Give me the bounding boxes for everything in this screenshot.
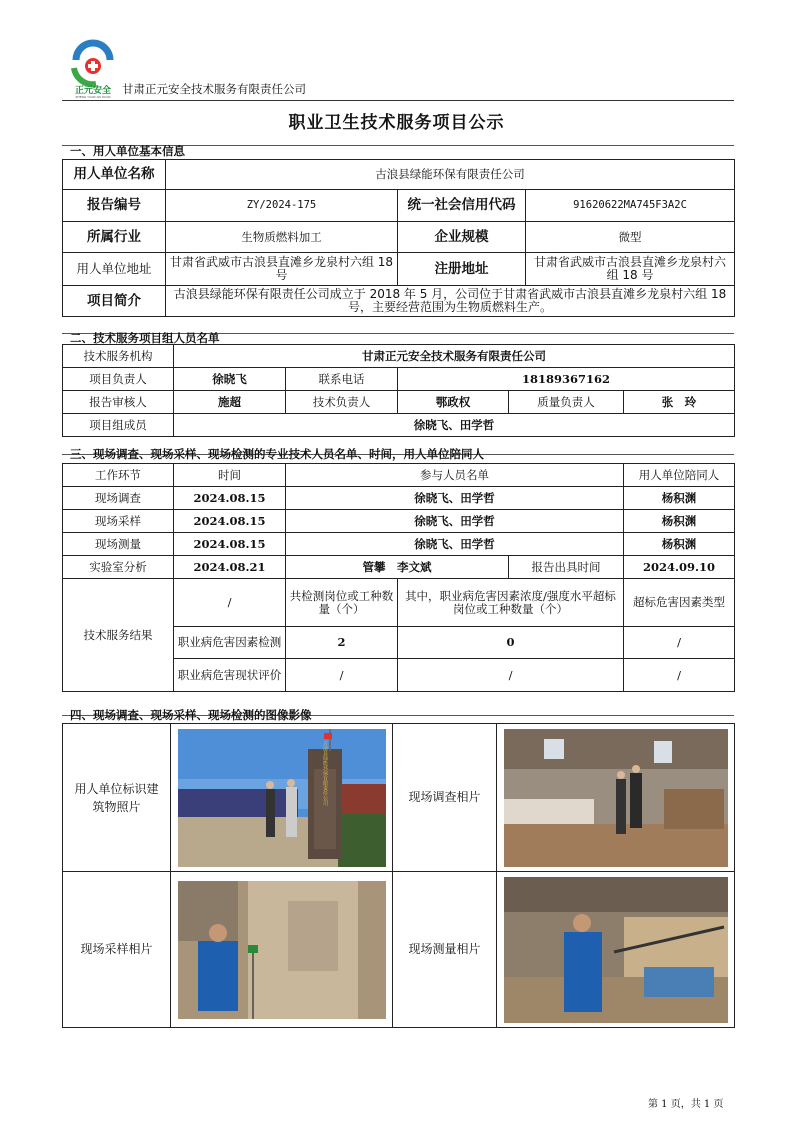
result-col2: 其中，职业病危害因素浓度/强度水平超标岗位或工种数量（个） — [398, 579, 624, 627]
report-date-label: 报告出具时间 — [509, 556, 624, 579]
report-date: 2024.09.10 — [624, 556, 735, 579]
stage: 现场测量 — [63, 533, 174, 556]
tech-lead-label: 技术负责人 — [286, 391, 398, 414]
lab-people: 管攀 李文斌 — [286, 556, 509, 579]
measurement-photo — [504, 877, 728, 1023]
company-logo — [66, 38, 120, 98]
reg-address-label: 注册地址 — [398, 253, 526, 286]
section1-title: 一、用人单位基本信息 — [70, 144, 185, 158]
employer-info-table — [62, 159, 735, 317]
section3-title: 三、现场调查、现场采样、现场检测的专业技术人员名单、时间，用人单位陪同人 — [70, 447, 484, 461]
document-title: 职业卫生技术服务项目公示 — [288, 113, 505, 133]
industry: 生物质燃料加工 — [166, 222, 398, 253]
section4-title: 四、现场调查、现场采样、现场检测的图像影像 — [70, 708, 312, 722]
header-rule — [62, 100, 734, 101]
photo4-label: 现场测量相片 — [393, 872, 497, 1028]
report-no: ZY/2024-175 — [166, 190, 398, 222]
sign-text: 古浪县绿能环保有限责任公司 — [321, 740, 328, 805]
table-row — [63, 510, 735, 533]
col-time-header: 时间 — [174, 464, 286, 487]
logo-text: 正元安全 — [74, 86, 112, 96]
eval-label: 职业病危害现状评价 — [174, 659, 286, 692]
org: 甘肃正元安全技术服务有限责任公司 — [174, 345, 735, 368]
quality-lead-label: 质量负责人 — [509, 391, 624, 414]
employer-name-label: 用人单位名称 — [63, 160, 166, 190]
reg-address: 甘肃省武威市古浪县直滩乡龙泉村六组 18 号 — [526, 253, 735, 286]
stage: 现场调查 — [63, 487, 174, 510]
reviewer-label: 报告审核人 — [63, 391, 174, 414]
people: 徐晓飞、田学哲 — [286, 533, 624, 556]
eval-exceed: / — [398, 659, 624, 692]
people: 徐晓飞、田学哲 — [286, 487, 624, 510]
leader: 徐晓飞 — [174, 368, 286, 391]
org-label: 技术服务机构 — [63, 345, 174, 368]
building-sign-photo — [178, 729, 386, 867]
site-survey-photo — [504, 729, 728, 867]
section2-title: 二、技术服务项目组人员名单 — [70, 331, 220, 345]
members-label: 项目组成员 — [63, 414, 174, 437]
col-people-header: 参与人员名单 — [286, 464, 624, 487]
detect-label: 职业病危害因素检测 — [174, 627, 286, 659]
credit-code-label: 统一社会信用代码 — [398, 190, 526, 222]
stage: 现场采样 — [63, 510, 174, 533]
detect-exceed: 0 — [398, 627, 624, 659]
detect-type: / — [624, 627, 735, 659]
company-header: 甘肃正元安全技术服务有限责任公司 — [122, 82, 306, 96]
intro-label: 项目简介 — [63, 286, 166, 317]
industry-label: 所属行业 — [63, 222, 166, 253]
eval-count: / — [286, 659, 398, 692]
table-row — [63, 556, 735, 579]
lab-stage: 实验室分析 — [63, 556, 174, 579]
address: 甘肃省武威市古浪县直滩乡龙泉村六组 18 号 — [166, 253, 398, 286]
work-schedule-table — [62, 463, 735, 692]
result-col3: 超标危害因素类型 — [624, 579, 735, 627]
companion: 杨积渊 — [624, 487, 735, 510]
time: 2024.08.15 — [174, 533, 286, 556]
scale: 微型 — [526, 222, 735, 253]
phone-label: 联系电话 — [286, 368, 398, 391]
photo-table — [62, 723, 735, 1028]
report-no-label: 报告编号 — [63, 190, 166, 222]
page-number: 第 1 页，共 1 页 — [648, 1099, 724, 1110]
table-row — [63, 533, 735, 556]
scale-label: 企业规模 — [398, 222, 526, 253]
team-table — [62, 344, 735, 437]
lab-time: 2024.08.21 — [174, 556, 286, 579]
members: 徐晓飞、田学哲 — [174, 414, 735, 437]
photo3-label: 现场采样相片 — [63, 872, 171, 1028]
companion: 杨积渊 — [624, 510, 735, 533]
quality-lead: 张 玲 — [624, 391, 735, 414]
people: 徐晓飞、田学哲 — [286, 510, 624, 533]
col-companion-header: 用人单位陪同人 — [624, 464, 735, 487]
col-stage-header: 工作环节 — [63, 464, 174, 487]
reviewer: 施超 — [174, 391, 286, 414]
credit-code: 91620622MA745F3A2C — [526, 190, 735, 222]
tech-lead: 鄂政权 — [398, 391, 509, 414]
sampling-photo — [178, 881, 386, 1019]
photo1-label: 用人单位标识建筑物照片 — [63, 724, 171, 872]
address-label: 用人单位地址 — [63, 253, 166, 286]
result-label: 技术服务结果 — [63, 579, 174, 692]
companion: 杨积渊 — [624, 533, 735, 556]
eval-type: / — [624, 659, 735, 692]
leader-label: 项目负责人 — [63, 368, 174, 391]
intro: 古浪县绿能环保有限责任公司成立于 2018 年 5 月，公司位于甘肃省武威市古浪县直滩乡龙泉村六组 18 号，主要经营范围为生物质燃料生产。 — [166, 286, 735, 317]
result-slash: / — [174, 579, 286, 627]
table-row — [63, 487, 735, 510]
phone: 18189367162 — [398, 368, 735, 391]
logo-subtext: ZHENG YUAN AN QUAN — [75, 95, 111, 98]
employer-name: 古浪县绿能环保有限责任公司 — [166, 160, 735, 190]
time: 2024.08.15 — [174, 510, 286, 533]
result-col1: 共检测岗位或工种数量（个） — [286, 579, 398, 627]
detect-count: 2 — [286, 627, 398, 659]
photo2-label: 现场调查相片 — [393, 724, 497, 872]
time: 2024.08.15 — [174, 487, 286, 510]
